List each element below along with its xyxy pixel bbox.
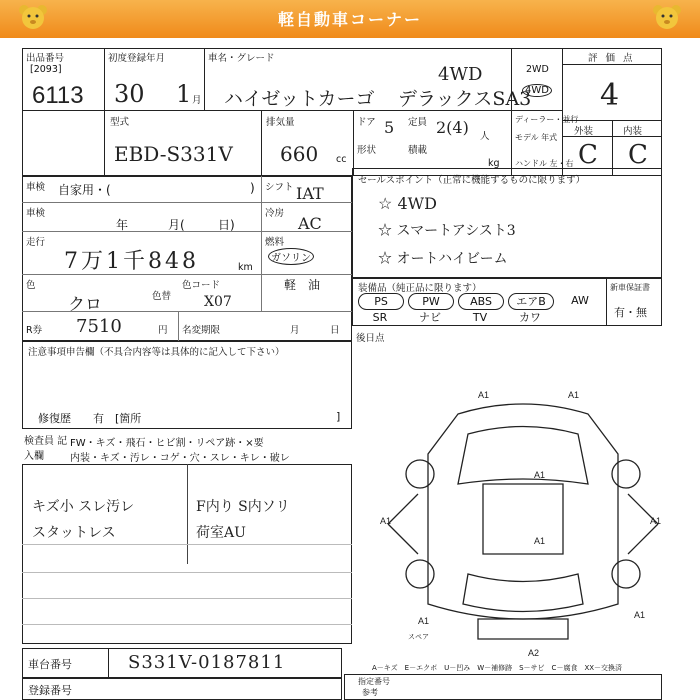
damage-legend: A－キズ E－エクボ U－凹み W－補修跡 S－サビ C－腐食 XX－交換済 (372, 664, 623, 672)
inspect-close: ) (250, 181, 255, 195)
back-seat-label: 後日点 (356, 333, 385, 344)
bear-icon (652, 3, 682, 33)
sales-point-3: ☆ オートハイビーム (378, 251, 508, 267)
dealer-label: ディーラー・並行 (515, 115, 579, 124)
auction-sheet (18, 44, 664, 700)
lot-sub: [2093] (30, 64, 62, 75)
interior-grade: C (628, 140, 648, 170)
inspector-label: 検査員 記入欄 (24, 436, 68, 462)
plate-label: 登録番号 (28, 684, 72, 697)
sales-point-2: ☆ スマートアシスト3 (378, 223, 516, 239)
color-code-label: 色コード (182, 280, 221, 291)
exterior-grade: C (578, 140, 598, 170)
recycle-label: R券 (26, 325, 43, 336)
damage-label: A1 (534, 536, 546, 546)
lot-label: 出品番号 (26, 53, 65, 64)
damage-label: A1 (568, 390, 580, 400)
comment-2a: スタットレス (32, 525, 116, 541)
equip-abs: ABS (458, 293, 504, 310)
shaken-year: 年 (116, 218, 129, 232)
sales-point-text: スマートアシスト3 (396, 223, 516, 239)
fuel-label: 燃料 (265, 237, 285, 248)
kg-unit: kg (488, 158, 500, 169)
displacement-label: 排気量 (266, 117, 295, 128)
exterior-label: 外装 (574, 126, 594, 137)
damage-label: A1 (650, 516, 662, 526)
yen-unit: 円 (158, 325, 168, 336)
model-value: EBD-S331V (114, 142, 233, 166)
reg-year: 30 (114, 80, 145, 108)
comment-1b: F内り S内ソリ (196, 499, 290, 515)
rename-month: 月 (290, 325, 300, 336)
door-value: 5 (384, 118, 395, 137)
capacity-unit: 人 (480, 131, 490, 142)
inspect-text: 自家用・( (58, 183, 111, 197)
inspect-label: 車検 (26, 182, 46, 193)
comment-2b: 荷室AU (196, 525, 246, 541)
fuel-value: ガソリン (268, 248, 314, 265)
score-value: 4 (600, 78, 620, 113)
damage-label: A1 (380, 516, 392, 526)
chassis-label: 車台番号 (28, 658, 72, 671)
repair-close: ] (336, 410, 341, 423)
reg-no-label: 指定番号 (358, 677, 390, 686)
mileage-label: 走行 (26, 237, 46, 248)
handle-label: ハンドル 左・右 (515, 159, 574, 168)
sales-label: セールスポイント（正常に機能するものに限ります） (358, 175, 586, 186)
shape-label: 形状 (357, 145, 377, 156)
header-banner (0, 0, 700, 38)
equip-leather: カワ (519, 311, 541, 324)
car-name: ハイゼットカーゴ (224, 88, 375, 110)
capacity-label: 定員 (408, 117, 428, 128)
rename-label: 名変期限 (182, 325, 221, 336)
reg-label: 初度登録年月 (108, 53, 166, 64)
km-unit: km (238, 262, 253, 273)
damage-label: A2 (528, 648, 540, 658)
equip-aw: AW (571, 294, 589, 307)
damage-label: A1 (634, 610, 646, 620)
car-damage-diagram (378, 374, 668, 664)
damage-label: A1 (478, 390, 490, 400)
damage-label: A1 (418, 616, 430, 626)
ref-block (344, 674, 662, 700)
equipment-label: 装備品（純正品に限ります） (358, 283, 482, 294)
repair-history: 修復歴 有 [箇所 (38, 412, 142, 425)
notes-label: 注意事項申告欄（不具合内容等は具体的に記入して下さい） (28, 347, 285, 358)
recycle-value: 7510 (76, 316, 122, 337)
damage-label: A1 (534, 470, 546, 480)
warranty-value: 有・無 (614, 306, 647, 319)
equip-tv: TV (472, 311, 488, 324)
sales-point-1: ☆ 4WD (378, 194, 437, 213)
ref-label: 参考 (362, 688, 378, 697)
spare-label: スペア (408, 634, 429, 641)
score-label: 評価点 (588, 53, 641, 64)
chassis-number: S331V-0187811 (128, 652, 286, 673)
displacement-value: 660 (280, 142, 319, 166)
fw-row: FW・キズ・飛石・ヒビ割・リペア跡・×要 (70, 438, 264, 449)
option-4wd: 4WD (522, 84, 552, 97)
model-label: 型式 (110, 117, 130, 128)
cc-unit: cc (336, 154, 347, 165)
shift-value: IAT (296, 184, 324, 203)
door-label: ドア (357, 117, 376, 128)
load-label: 積載 (408, 145, 428, 156)
rename-day: 日 (330, 325, 340, 336)
reg-month: 1 (176, 80, 192, 108)
interior-label: 内装 (623, 126, 643, 137)
color-code-value: X07 (204, 294, 232, 310)
shaken-label: 車検 (26, 208, 46, 219)
fuel-diesel: 軽 油 (284, 278, 321, 292)
color-label: 色 (26, 280, 36, 291)
equip-sr: SR (372, 311, 388, 324)
month-unit: 月 (192, 95, 202, 106)
grade: デラックスSA3 (398, 88, 532, 110)
option-2wd: 2WD (526, 64, 549, 75)
banner-title: 軽自動車コーナー (277, 10, 422, 29)
name-label: 車名・グレード (208, 53, 275, 64)
ac-label: 冷房 (265, 208, 285, 219)
shift-label: シフト (265, 182, 294, 193)
equip-navi: ナビ (419, 311, 441, 324)
color-change-label: 色替 (152, 291, 172, 302)
sales-point-text: 4WD (397, 194, 437, 213)
capacity-value: 2(4) (436, 118, 469, 137)
warranty-label: 新車保証書 (610, 283, 650, 292)
equip-pw: PW (408, 293, 454, 310)
mileage-value: 7万1千848 (64, 249, 199, 274)
ac-value: AC (298, 214, 322, 233)
comment-1a: キズ小 スレ汚レ (32, 499, 135, 515)
drive-handwritten: 4WD (438, 64, 483, 85)
shaken-day: 日) (218, 218, 235, 232)
shaken-month: 月( (168, 218, 185, 232)
model-year-label: モデル 年式 (515, 133, 558, 142)
color-value: クロ (68, 295, 102, 315)
lot-number: 6113 (32, 82, 84, 109)
interior-row: 内装・キズ・汚レ・コゲ・穴・スレ・キレ・破レ (70, 453, 290, 464)
equip-ps: PS (358, 293, 404, 310)
sales-point-text: オートハイビーム (396, 251, 508, 267)
equip-airbag: エアB (508, 293, 554, 310)
